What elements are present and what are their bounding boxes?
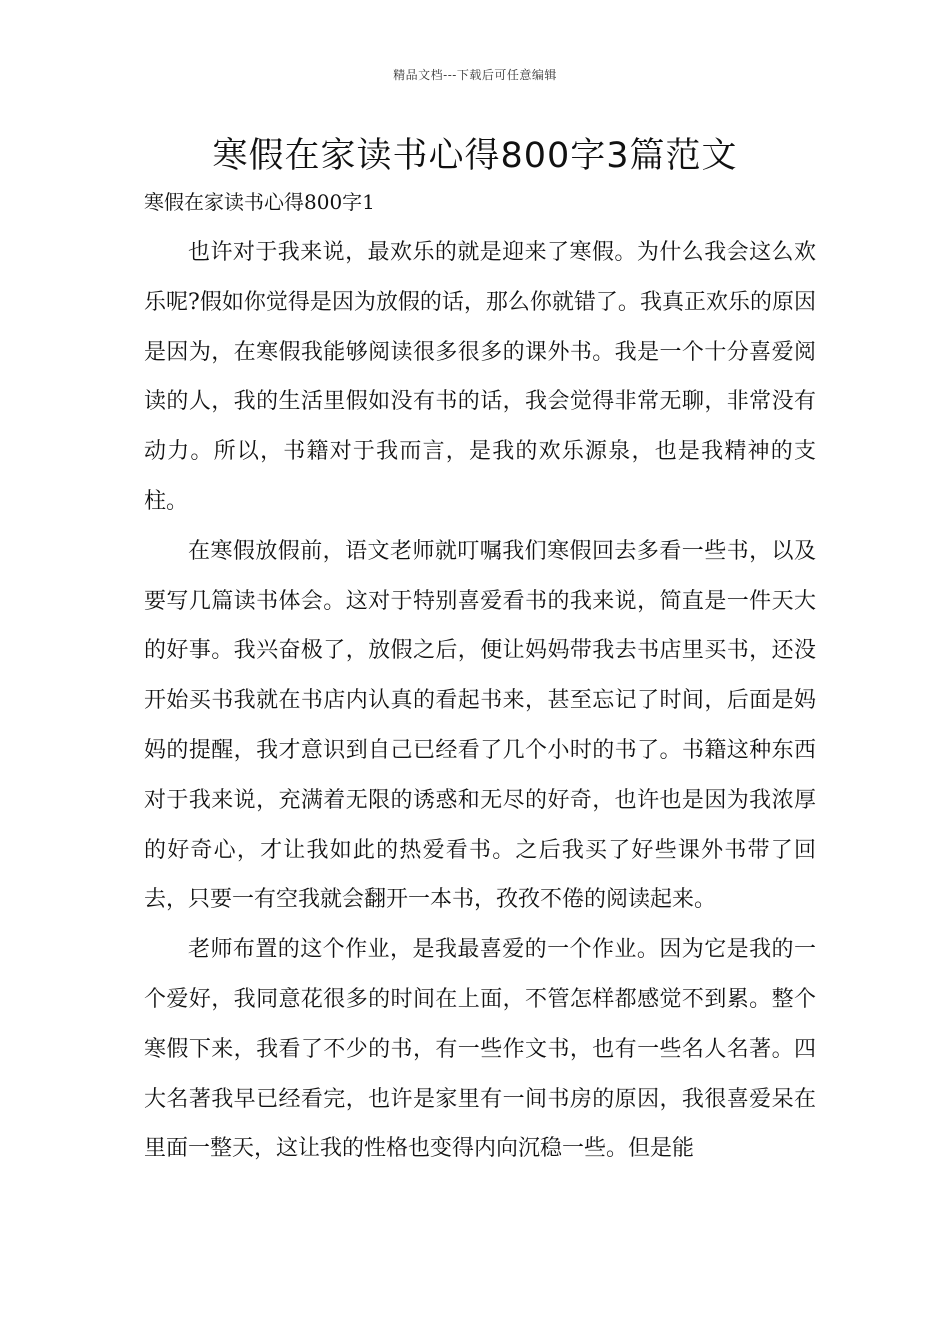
paragraph: 在寒假放假前，语文老师就叮嘱我们寒假回去多看一些书，以及要写几篇读书体会。这对于特别喜爱看书的我来说，简直是一件天大的好事。我兴奋极了，放假之后，便让妈妈带我去书店里买书，还没开始买书我就在书店内认真的看起书来，甚至忘记了时间，后面是妈妈的提醒，我才意识到自己已经看了几个小时的书了。书籍这种东西对于我来说，充满着无限的诱惑和无尽的好奇，也许也是因为我浓厚的好奇心，才让我如此的热爱看书。之后我买了好些课外书带了回去，只要一有空我就会翻开一本书，孜孜不倦的阅读起来。 bbox=[144, 538, 816, 913]
section-heading: 寒假在家读书心得800字1 bbox=[144, 190, 375, 214]
paragraph: 也许对于我来说，最欢乐的就是迎来了寒假。为什么我会这么欢乐呢?假如你觉得是因为放假的话，那么你就错了。我真正欢乐的原因是因为，在寒假我能够阅读很多很多的课外书。我是一个十分喜爱阅读的人，我的生活里假如没有书的话，我会觉得非常无聊，非常没有动力。所以，书籍对于我而言，是我的欢乐源泉，也是我精神的支柱。 bbox=[144, 240, 816, 514]
document-title: 寒假在家读书心得800字3篇范文 bbox=[212, 136, 738, 176]
body-text bbox=[144, 228, 816, 1174]
paragraph: 老师布置的这个作业，是我最喜爱的一个作业。因为它是我的一个爱好，我同意花很多的时间在上面，不管怎样都感觉不到累。整个寒假下来，我看了不少的书，有一些作文书，也有一些名人名著。四大名著我早已经看完，也许是家里有一间书房的原因，我很喜爱呆在里面一整天，这让我的性格也变得内向沉稳一些。但是能 bbox=[144, 937, 816, 1162]
page-header: 精品文档---下载后可任意编辑 bbox=[393, 68, 557, 82]
